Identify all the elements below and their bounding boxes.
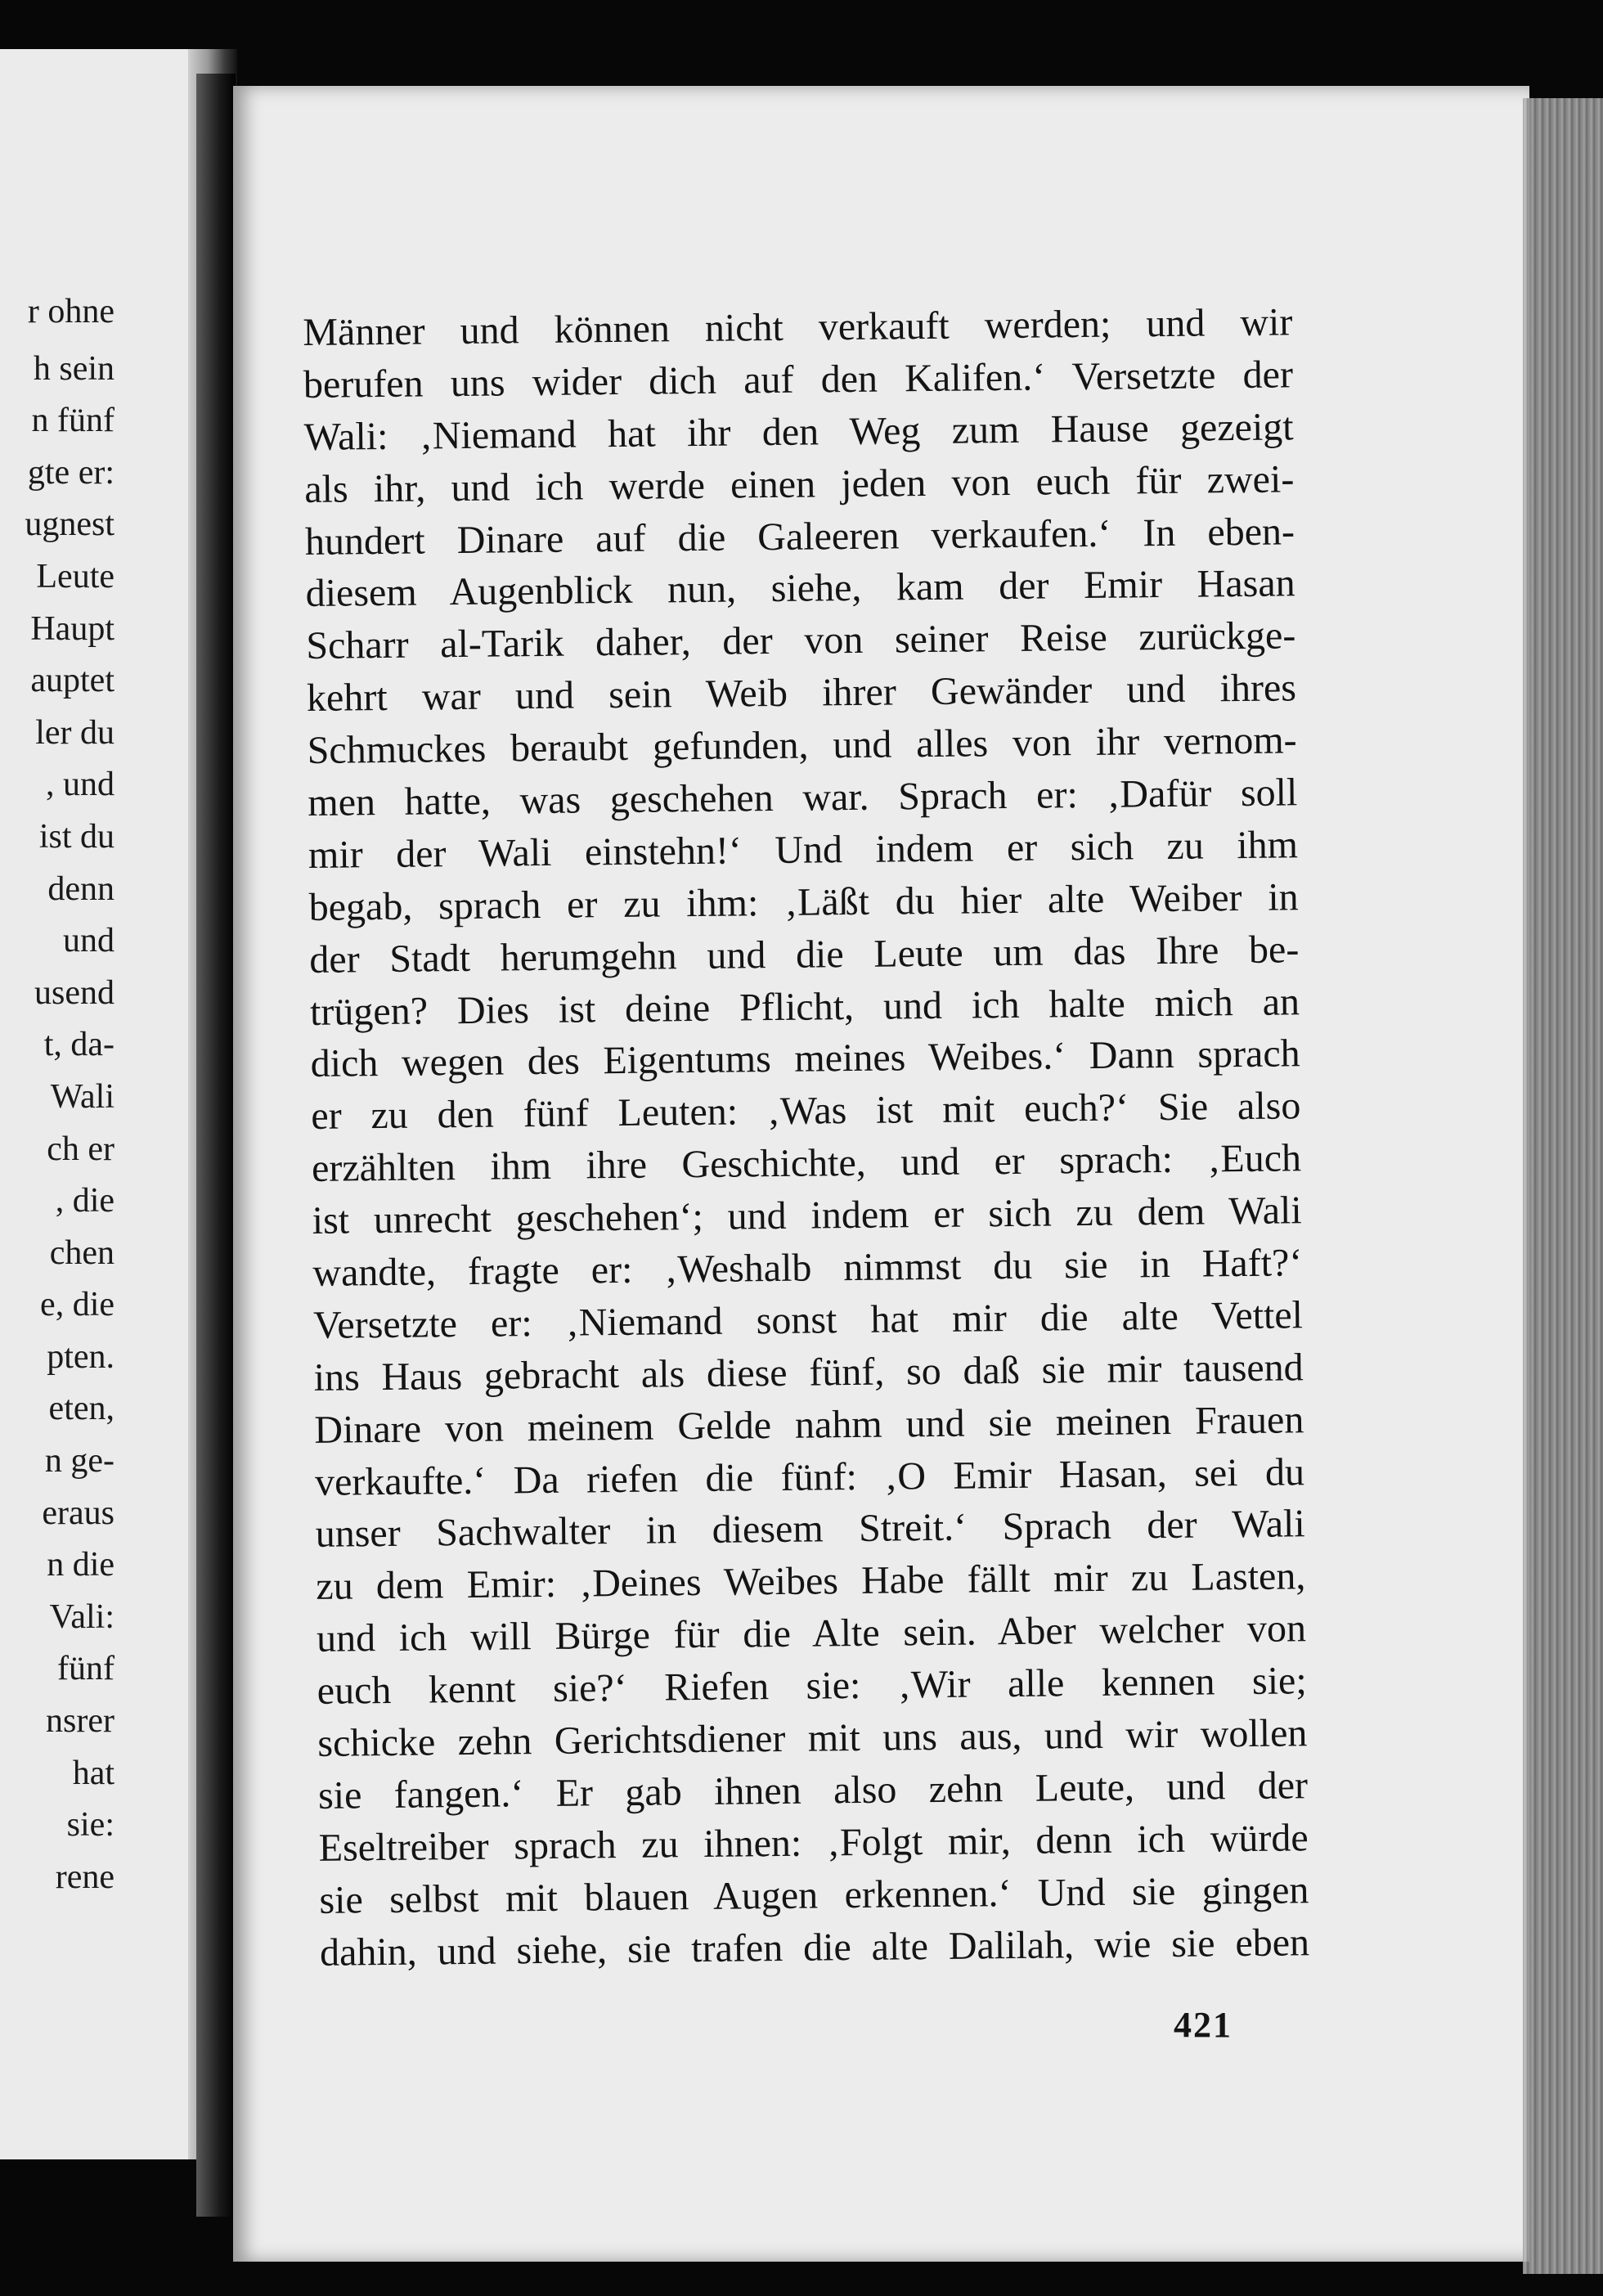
left-fragment: ch er	[47, 1130, 114, 1168]
left-fragment: Vali:	[49, 1597, 114, 1636]
left-fragment: , und	[46, 766, 114, 804]
page-number: 421	[1174, 2005, 1233, 2045]
text-line: unser Sachwalter in diesem Streit.‘ Sprach der Wali	[315, 1502, 1305, 1557]
left-fragment: n ge-	[44, 1442, 114, 1480]
left-fragment: usend	[34, 973, 114, 1012]
left-fragment: e, die	[40, 1286, 114, 1324]
left-fragment: sie:	[66, 1806, 114, 1844]
text-line: schicke zehn Gerichtsdiener mit uns aus, und wir wollen	[317, 1711, 1308, 1765]
left-fragment: chen	[49, 1233, 114, 1272]
text-line: mir der Wali einstehn!‘ Und indem er sich zu ihm	[308, 823, 1299, 877]
text-line: wandte, fragte er: ‚Weshalb nimmst du sie in Haft?‘	[312, 1241, 1303, 1295]
text-line: berufen uns wider dich auf den Kalifen.‘ Versetzte der	[303, 353, 1294, 407]
left-fragment: eten,	[48, 1390, 114, 1428]
left-fragment: h sein	[33, 349, 114, 388]
text-line: ins Haus gebracht als diese fünf, so daß sie mir tausend	[313, 1346, 1304, 1400]
left-fragment: t, da-	[43, 1026, 114, 1064]
text-line: Dinare von meinem Gelde nahm und sie meinen Frauen	[314, 1397, 1304, 1452]
left-fragment: ler du	[35, 713, 114, 752]
left-fragment: ugnest	[25, 505, 114, 544]
page-stack-edge	[1523, 98, 1603, 2274]
left-fragment: Leute	[36, 557, 114, 595]
right-page	[233, 86, 1529, 2262]
left-fragment: n die	[47, 1546, 114, 1584]
left-page-text-fragments	[0, 286, 114, 1903]
left-fragment: Wali	[50, 1077, 114, 1116]
text-line: ist unrecht geschehen‘; und indem er sich zu dem Wali	[312, 1188, 1302, 1243]
text-line: als ihr, und ich werde einen jeden von euch für zwei-	[304, 456, 1295, 511]
text-line: der Stadt herumgehn und die Leute um das Ihre be-	[309, 927, 1300, 982]
left-fragment: , die	[55, 1182, 114, 1220]
text-line: kehrt war und sein Weib ihrer Gewänder und ihres	[306, 666, 1297, 721]
left-fragment: r ohne	[27, 293, 114, 330]
text-line: sie selbst mit blauen Augen erkennen.‘ Und sie gingen	[319, 1867, 1309, 1922]
left-fragment: nsrer	[46, 1702, 114, 1741]
left-fragment: auptet	[30, 662, 114, 700]
text-line: euch kennt sie?‘ Riefen sie: ‚Wir alle kennen sie;	[317, 1659, 1307, 1714]
text-line: hundert Dinare auf die Galeeren verkaufen.‘ In eben-	[304, 509, 1295, 564]
left-fragment: ist du	[38, 817, 114, 856]
text-line: und ich will Bürge für die Alte sein. Aber welcher von	[316, 1606, 1307, 1661]
text-line: Wali: ‚Niemand hat ihr den Weg zum Hause gezeigt	[303, 405, 1294, 459]
text-line: dahin, und siehe, sie trafen die alte Dalilah, wie sie eben	[319, 1920, 1310, 1975]
left-fragment: hat	[72, 1754, 114, 1792]
left-fragment: n fünf	[31, 402, 114, 440]
text-line: Versetzte er: ‚Niemand sonst hat mir die alte Vettel	[312, 1293, 1304, 1347]
text-line: erzählten ihm ihre Geschichte, und er sprach: ‚Euch	[311, 1136, 1302, 1191]
text-line: verkaufte.‘ Da riefen die fünf: ‚O Emir Hasan, sei du	[314, 1449, 1305, 1504]
left-fragment: eraus	[42, 1494, 114, 1532]
text-line: Eseltreiber sprach zu ihnen: ‚Folgt mir, denn ich würde	[318, 1816, 1309, 1870]
text-line: diesem Augenblick nun, siehe, kam der Emir Hasan	[305, 561, 1295, 616]
text-line: zu dem Emir: ‚Deines Weibes Habe fällt mir zu Lasten,	[316, 1554, 1306, 1609]
page-body-text	[303, 296, 1309, 1979]
text-line: Schmuckes beraubt gefunden, und alles von ihr vernom-	[307, 718, 1297, 773]
left-fragment: fünf	[57, 1650, 114, 1688]
text-line: men hatte, was geschehen war. Sprach er: ‚Dafür soll	[308, 771, 1298, 824]
left-fragment: denn	[47, 869, 114, 908]
text-line: er zu den fünf Leuten: ‚Was ist mit euch?‘ Sie also	[311, 1084, 1301, 1139]
text-line: sie fangen.‘ Er gab ihnen also zehn Leute, und der	[317, 1764, 1309, 1817]
left-fragment: Haupt	[30, 609, 114, 648]
left-fragment: pten.	[47, 1337, 114, 1376]
book-spine-shadow	[196, 74, 236, 2217]
left-fragment: und	[63, 922, 114, 960]
left-fragment: rene	[55, 1858, 114, 1896]
text-line: Männer und können nicht verkauft werden; und wir	[303, 300, 1293, 354]
text-line: trügen? Dies ist deine Pflicht, und ich halte mich an	[309, 979, 1300, 1034]
left-fragment: gte er:	[27, 453, 114, 492]
text-line: begab, sprach er zu ihm: ‚Läßt du hier alte Weiber in	[308, 875, 1299, 929]
text-line: Scharr al-Tarik daher, der von seiner Reise zurückge-	[306, 613, 1296, 668]
text-line: dich wegen des Eigentums meines Weibes.‘ Dann sprach	[310, 1031, 1300, 1086]
